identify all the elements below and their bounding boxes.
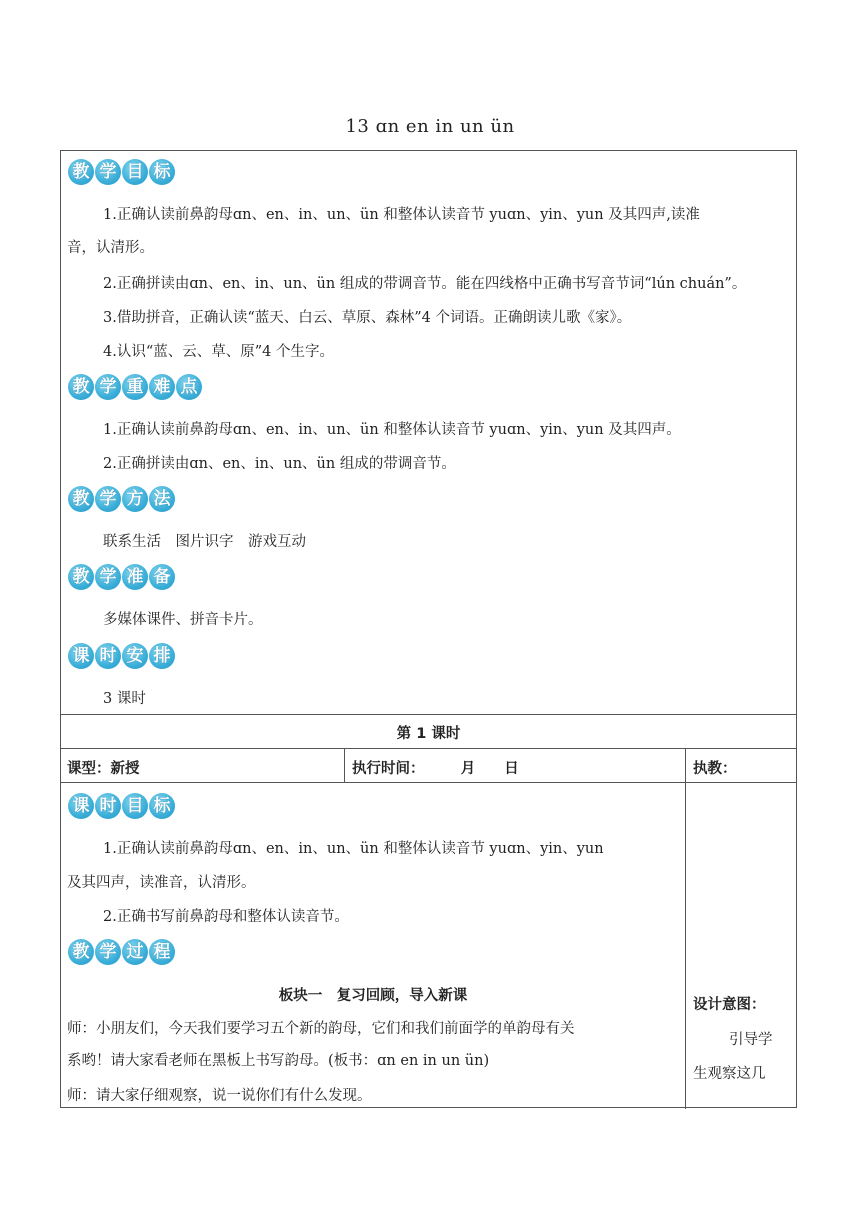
methods-heading: 教 学 方 法 — [68, 486, 175, 512]
objective-line: 4.认识“蓝、云、草、原”4 个生字。 — [103, 344, 334, 360]
objective-line: 音，认清形。 — [67, 240, 154, 256]
lesson-goal-line: 2.正确书写前鼻韵母和整体认读音节。 — [103, 909, 349, 925]
key-points-heading: 教 学 重 难 点 — [68, 374, 202, 400]
objective-line: 2.正确拼读由ɑn、en、in、un、ün 组成的带调音节。能在四线格中正确书写音节词“lún chuán”。 — [103, 276, 747, 292]
divider — [344, 748, 345, 782]
preparation-heading: 教 学 准 备 — [68, 564, 175, 590]
lesson-goal-line: 及其四声，读准音，认清形。 — [67, 875, 256, 891]
process-line: 系哟！请大家看老师在黑板上书写韵母。(板书：ɑn en in un ün) — [67, 1053, 490, 1069]
key-point-line: 2.正确拼读由ɑn、en、in、un、ün 组成的带调音节。 — [103, 456, 456, 472]
key-point-line: 1.正确认读前鼻韵母ɑn、en、in、un、ün 和整体认读音节 yuɑn、yin、yun 及其四声。 — [103, 422, 681, 438]
page-title: 13 ɑn en in un ün — [345, 116, 515, 137]
divider — [685, 748, 686, 1109]
lesson-teacher: 执教： — [693, 761, 737, 777]
schedule-heading: 课 时 安 排 — [68, 643, 175, 669]
block-title: 板块一 复习回顾，导入新课 — [278, 988, 468, 1004]
methods-line: 联系生活 图片识字 游戏互动 — [103, 534, 306, 550]
lesson-plan-table — [60, 150, 797, 1108]
process-line: 师：小朋友们，今天我们要学习五个新的韵母，它们和我们前面学的单韵母有关 — [67, 1021, 575, 1037]
objective-line: 1.正确认读前鼻韵母ɑn、en、in、un、ün 和整体认读音节 yuɑn、yin、yun 及其四声,读准 — [103, 207, 700, 223]
design-intent-label: 设计意图： — [693, 997, 766, 1013]
lesson-title: 第 1 课时 — [396, 726, 461, 742]
divider — [61, 782, 796, 783]
lesson-goals-heading: 课 时 目 标 — [68, 793, 175, 819]
process-line: 师：请大家仔细观察，说一说你们有什么发现。 — [67, 1088, 372, 1104]
objective-line: 3.借助拼音，正确认读“蓝天、白云、草原、森林”4 个词语。正确朗读儿歌《家》。 — [103, 310, 632, 326]
schedule-line: 3 课时 — [103, 691, 146, 707]
lesson-goal-line: 1.正确认读前鼻韵母ɑn、en、in、un、ün 和整体认读音节 yuɑn、yin、yun — [103, 841, 604, 857]
design-intent-line: 引导学 — [729, 1032, 773, 1048]
process-heading: 教 学 过 程 — [68, 939, 175, 965]
lesson-type: 课型：新授 — [67, 761, 140, 777]
design-intent-line: 生观察这几 — [693, 1066, 766, 1082]
lesson-time: 执行时间： 月 日 — [352, 761, 519, 777]
preparation-line: 多媒体课件、拼音卡片。 — [103, 612, 263, 628]
divider — [61, 714, 796, 715]
objectives-heading: 教 学 目 标 — [68, 159, 175, 185]
